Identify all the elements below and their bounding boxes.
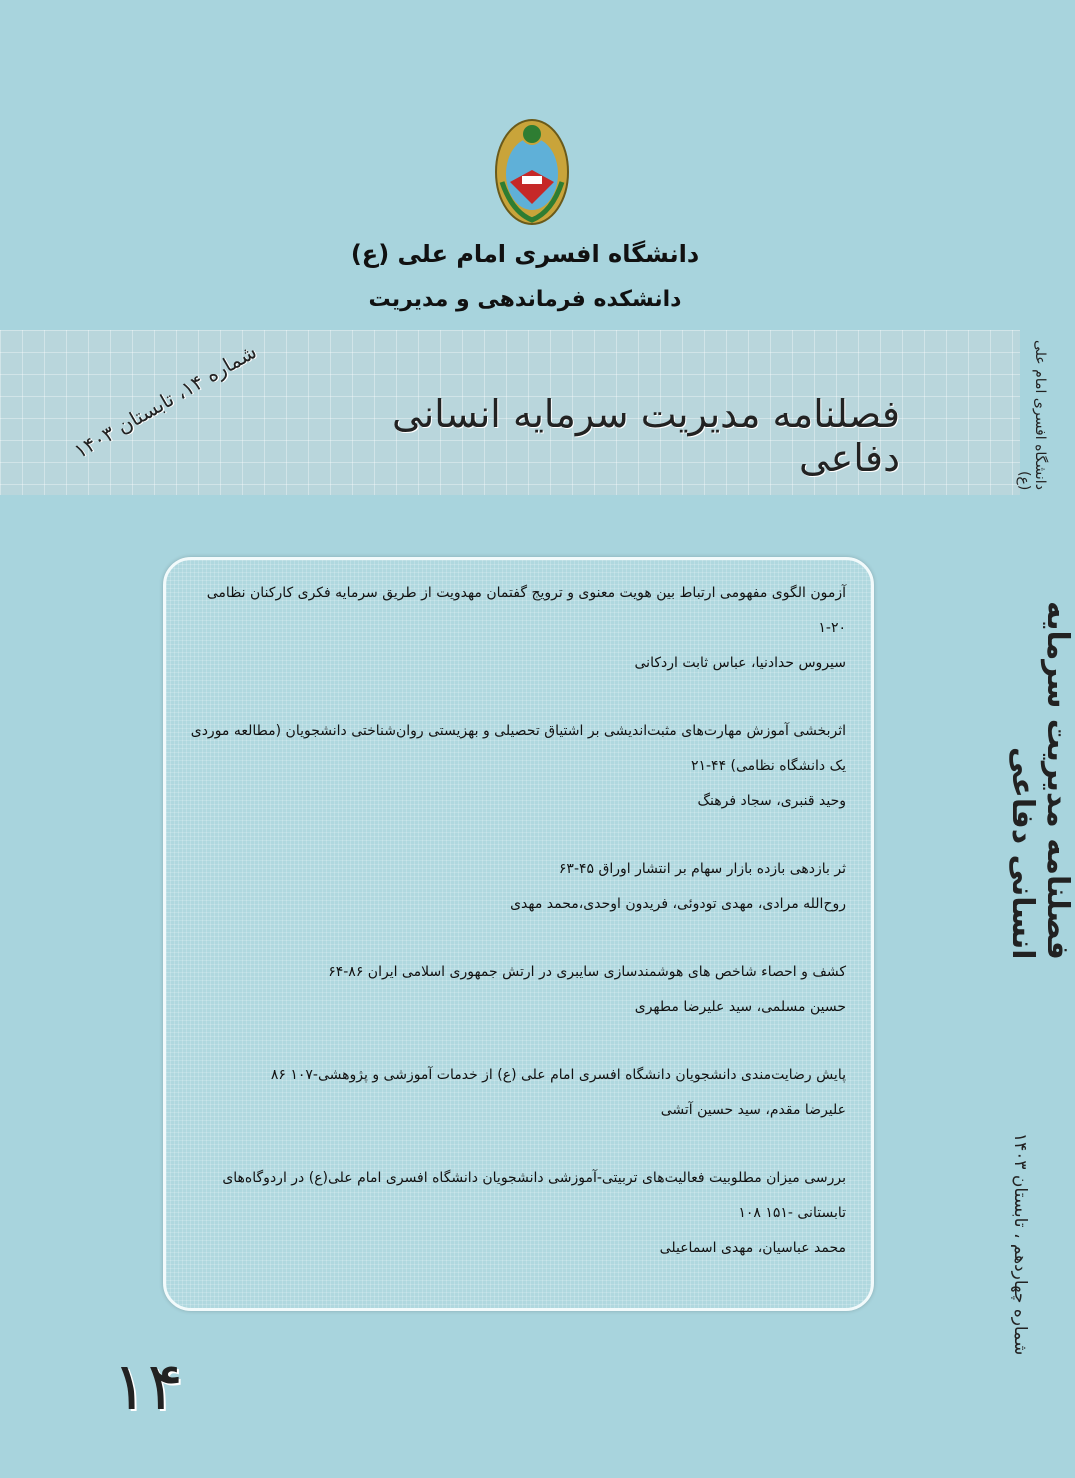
article-title: ۱-۲۰ bbox=[818, 620, 846, 636]
spine-university: دانشگاه افسری امام علی (ع) bbox=[1016, 340, 1048, 490]
article-entry bbox=[186, 714, 846, 819]
article-title: اثربخشی آموزش مهارت‌های مثبت‌اندیشی بر اشتیاق تحصیلی و بهزیستی روان‌شناختی دانشجویان (مطالعه موردی bbox=[190, 723, 846, 739]
article-authors: حسین مسلمی، سید علیرضا مطهری bbox=[634, 999, 846, 1015]
article-authors: روح‌الله مرادی، مهدی تودوئی، فریدون اوحدی،محمد مهدی bbox=[510, 896, 846, 912]
article-authors: محمد عباسیان، مهدی اسماعیلی bbox=[659, 1240, 846, 1256]
article-authors: علیرضا مقدم، سید حسین آتشی bbox=[660, 1102, 846, 1118]
article-entry bbox=[186, 576, 846, 681]
article-title: ثر بازدهی بازده بازار سهام بر انتشار اوراق ۴۵-۶۳ bbox=[558, 861, 846, 877]
article-entry bbox=[186, 1058, 846, 1128]
article-title: بررسی میزان مطلوبیت فعالیت‌های تربیتی-آموزشی دانشجویان دانشگاه افسری امام علی(ع) در اردوگاه‌های bbox=[222, 1170, 846, 1186]
article-title: یک دانشگاه نظامی) ۴۴-۲۱ bbox=[690, 758, 846, 774]
spine-issue: شماره چهاردهم ، تابستان ۱۴۰۳ bbox=[1010, 1132, 1030, 1355]
table-of-contents bbox=[163, 557, 874, 1311]
article-title: پایش رضایت‌مندی دانشجویان دانشگاه افسری امام علی (ع) از خدمات آموزشی و پژوهشی-۱۰۷ ۸۶ bbox=[270, 1067, 846, 1083]
article-entry bbox=[186, 1161, 846, 1266]
faculty-name: دانشکده فرماندهی و مدیریت bbox=[368, 287, 682, 312]
article-title: آزمون الگوی مفهومی ارتباط بین هویت معنوی و ترویج گفتمان مهدویت از طریق سرمایه فکری کارکنان نظامی bbox=[206, 585, 846, 601]
article-authors: سیروس حدادنیا، عباس ثابت اردکانی bbox=[634, 655, 846, 671]
article-entry bbox=[186, 955, 846, 1025]
issue-number: ۱۴ bbox=[112, 1348, 183, 1425]
article-entry bbox=[186, 852, 846, 922]
article-title: تابستانی -۱۵۱ ۱۰۸ bbox=[738, 1205, 846, 1221]
journal-title: فصلنامه مدیریت سرمایه انسانی دفاعی bbox=[392, 392, 900, 480]
issue-label: شماره ۱۴، تابستان ۱۴۰۳ bbox=[69, 339, 261, 464]
spine-title: فصلنامه مدیریت سرمایه انسانی دفاعی bbox=[1005, 601, 1075, 960]
university-name: دانشگاه افسری امام علی (ع) bbox=[350, 240, 700, 268]
article-authors: وحید قنبری، سجاد فرهنگ bbox=[697, 793, 846, 809]
article-title: کشف و احصاء شاخص های هوشمندسازی سایبری در ارتش جمهوری اسلامی ایران ۸۶-۶۴ bbox=[328, 964, 846, 980]
university-emblem-icon bbox=[492, 112, 572, 232]
